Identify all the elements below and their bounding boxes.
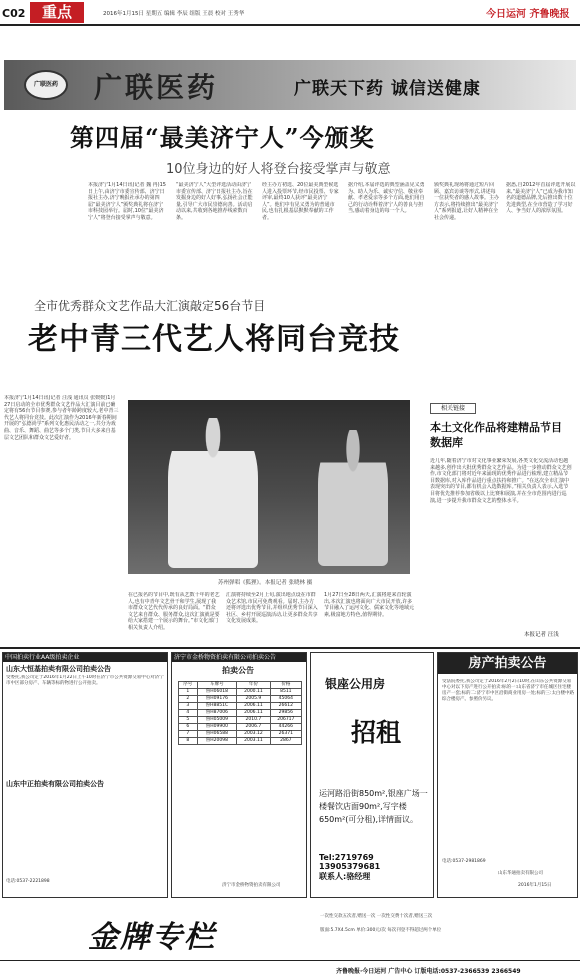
property-auction-ad	[437, 652, 578, 898]
photo-caption: 苏州弹唱《狐狸》。本报记者 张晓林 摄	[218, 580, 313, 586]
ad-mid-title: 拍卖公告	[222, 666, 254, 675]
table-cell: 2006.11	[237, 703, 271, 710]
article2-column: 本报济宁1月14日讯(记者 汪浅 通讯员 张媛媛)1月27日启动的全市优秀群众文艺作品大汇演目前已确定将有56台节目参赛,参与者年龄跨度较大,老中青三代艺人将同台竞技。此次汇演作为2016年新春期间开展的“弘德尚学”系列文化惠民活动之一,共分为戏曲、音乐、舞蹈、曲艺等多个门类,节目大多来自基层文艺团队和群众文艺爱好者。	[4, 395, 119, 441]
table-row	[179, 738, 302, 745]
article1-subhead: 10位身边的好人将登台接受掌声与敬意	[166, 162, 391, 177]
ad-left-phone: 电话:0537-2221898	[6, 879, 50, 884]
article2-headline: 老中青三代艺人将同台竞技	[28, 322, 400, 357]
ad-rates	[320, 902, 576, 958]
table-cell: 鲁H20098	[197, 738, 237, 745]
table-cell: 5	[179, 717, 198, 724]
table-cell: 鲁H09900	[197, 724, 237, 731]
rates-line-1: 一次性交款五次者,赠送一次 一次性交费十次者,赠送三次	[320, 914, 433, 919]
ads-divider	[0, 647, 580, 649]
banner-title: 广联医药	[94, 71, 219, 104]
table-cell: 4	[179, 710, 198, 717]
table-cell: 26612	[270, 703, 301, 710]
table-row	[179, 717, 302, 724]
auction-ad-middle	[171, 652, 307, 898]
table-cell: 鲁H06018	[197, 689, 237, 696]
rent-headline: 招租	[351, 718, 402, 747]
table-cell: 44266	[270, 724, 301, 731]
auction-company: 山东华通拍卖有限公司	[498, 871, 543, 876]
article1-column: 颁奖典礼现场将通过短片回顾、嘉宾访谈等形式,讲述每一位获奖者的感人故事。主办方表示,将持续推出“最美济宁人”系列报道,让好人精神在全社会传递。	[434, 182, 500, 221]
article1-column: 经主办方初选、20位最美典型候选人进入投票环节,经市民投票、专家评审,最终10人获评“最美济宁人”。他们中有见义勇为的普通市民,也有扎根基层默默奉献的工作者。	[262, 182, 339, 221]
article1-column: 据悉,自2012年首届评选开展以来,“最美济宁人”已成为我市知名的道德品牌,先后推出数十位先进典型,在全市营造了学习好人、争当好人的浓厚氛围。	[506, 182, 576, 215]
table-cell: 45064	[270, 696, 301, 703]
ad-left-title: 山东大恒基拍卖有限公司拍卖公告	[6, 665, 111, 673]
ad-left-body: 受委托,我公司定于2016年1月22日上午10时在济宁市公共资源交易中心对济宁市中区部分房产、车辆等标的物进行公开拍卖。	[6, 675, 164, 686]
footer-text: 齐鲁晚报·今日运河 广告中心 订版电话:0537-2366539 2366549	[336, 968, 521, 975]
ad-mid-footer: 济宁市金桥物资拍卖有限公司	[222, 883, 281, 888]
related-link-tag: 相关链接	[430, 403, 476, 414]
table-cell: 2006.11	[237, 710, 271, 717]
table-cell: 26371	[270, 731, 301, 738]
sidebar-title: 本土文化作品将建精品节目数据库	[430, 421, 562, 449]
page-number: C02	[2, 7, 26, 20]
rates-line-2: 版面:5.7X4.5cm 单价:300元/次 每次刊登不得超过两个单位	[320, 928, 442, 933]
article2-column: 在已报名的节目中,既有从艺数十年的老艺人,也有中青年文艺骨干和学生,展现了我市群众文艺代代传承的良好局面。“群众文艺来自群众、服务群众,这次汇演就是要给大家搭建一个展示的舞台。”市文化部门相关负责人介绍。	[128, 592, 220, 631]
table-cell: 2005.9	[237, 696, 271, 703]
table-cell: 鲁H09176	[197, 696, 237, 703]
table-cell: 6	[179, 724, 198, 731]
rent-title: 银座公用房	[325, 677, 386, 691]
ad-left-second-title: 山东中正拍卖有限公司拍卖公告	[6, 780, 104, 788]
table-row	[179, 703, 302, 710]
sidebar-body: 近几年,随着济宁市对文化事业繁荣发展,各类文化交流活动也越来越多,创作出大批优秀群众文艺作品。为进一步推动群众文艺创作,市文化部门将对近年来涌现的优秀作品进行梳理,建立精品节目数据库,对入库作品进行重点扶持和推广。“在这次全市汇演中表现突出的节目,都有机会入选数据库。”相关负责人表示,入选节目将优先推荐参加省级以上比赛和展演,并在全市范围内进行巡演,进一步提升我市群众文艺的整体水平。	[430, 458, 572, 504]
table-cell: 1	[179, 689, 198, 696]
table-row	[179, 724, 302, 731]
table-cell: 车牌号	[197, 682, 237, 689]
table-row	[179, 710, 302, 717]
rental-ad	[310, 652, 434, 898]
table-cell: 鲁H87006	[197, 710, 237, 717]
table-cell: 鲁H8851C	[197, 703, 237, 710]
article2-column: 汇演将持续至2月上旬,演出地点设在市群众艺术馆,市民可免费观看。届时,主办方还将评选出优秀节目,并组织优秀节目深入社区、乡村开展巡演活动,让更多群众共享文化发展成果。	[226, 592, 318, 625]
table-cell: 7	[179, 731, 198, 738]
table-cell: 3	[179, 703, 198, 710]
table-cell: 2	[179, 696, 198, 703]
auction-ad-left	[2, 652, 168, 898]
table-cell: 序号	[179, 682, 198, 689]
header-date-line: 2016年1月15日 星期五 编辑 李辰 组版 王晨 校对 王秀华	[103, 11, 245, 17]
table-row	[179, 689, 302, 696]
article1-column: 据介绍,本届评选的典型涵盖见义勇为、助人为乐、诚实守信、敬业奉献、孝老爱亲等多个方面,他们用自己的行动诠释着济宁人的善良与担当,感动着身边的每一个人。	[348, 182, 425, 215]
table-cell: 2010.7	[237, 717, 271, 724]
auction-body: 受法院委托,我公司定于2016年2月2日10时,在山东公共资源交易中心对以下房产进行公开拍卖:标的一:山东省济宁市任城区住宅楼房产一套;标的二:济宁市中区沿街商业用房一处;标的三:太白楼中路综合楼房产。参照价另议。	[442, 679, 575, 702]
table-cell: 2867	[270, 738, 301, 745]
performer-woman-figure	[318, 430, 388, 566]
table-cell: 年份	[237, 682, 271, 689]
performance-photo	[128, 400, 410, 574]
sponsor-banner	[4, 60, 576, 110]
table-cell: 2006.7	[237, 724, 271, 731]
page-footer	[0, 960, 580, 980]
table-row	[179, 696, 302, 703]
table-cell: 鲁H06588	[197, 731, 237, 738]
article2-kicker: 全市优秀群众文艺作品大汇演敲定56台节目	[34, 299, 266, 313]
table-cell: 29856	[270, 710, 301, 717]
paper-logo: 今日运河 齐鲁晚报	[486, 9, 570, 20]
sidebar-byline: 本报记者 汪浅	[524, 632, 559, 638]
brand-logo: 广联医药	[24, 70, 68, 100]
rent-body: 运河路沿街850m²,银座广场一楼餐饮店面90m²,写字楼650m²(可分租),详情面议。	[319, 789, 428, 824]
article1-column: 本报济宁1月14日讯(记者 魏 冉)15日上午,由济宁市委宣传部、济宁日报社主办,济宁晚报社承办的第四届“最美济宁人”颁奖典礼将在济宁市科技园举行。届时,10位“最美济宁人”将登台接受掌声与敬意。	[88, 182, 166, 221]
article2-column: 1月27日至28日两天,汇演将迎来首轮演出,本次汇演也将面向广大市民开放,许多节目融入了运河文化、儒家文化等地域元素,极富地方特色,值得期待。	[324, 592, 415, 618]
performer-man-figure	[168, 418, 258, 568]
ad-left-header: 中国拍卖行业AA级拍卖企业	[3, 653, 167, 662]
table-cell: 价格	[270, 682, 301, 689]
table-cell: 鲁H05009	[197, 717, 237, 724]
table-cell: 8511	[270, 689, 301, 696]
vehicle-table	[178, 681, 302, 745]
table-cell: 206717	[270, 717, 301, 724]
page-header	[0, 0, 580, 26]
rent-phone: Tel:2719769 13905379681	[319, 853, 381, 871]
section-label: 重点	[30, 2, 84, 23]
table-row	[179, 731, 302, 738]
auction-phone: 电话:0537-2981869	[442, 859, 486, 864]
rent-contact: 联系人:骆经理	[319, 872, 371, 881]
table-cell: 8	[179, 738, 198, 745]
table-cell: 2003.11	[237, 738, 271, 745]
banner-slogan: 广联天下药 诚信送健康	[294, 79, 481, 99]
gold-column-box	[4, 902, 304, 962]
gold-column-title: 金牌专栏	[88, 920, 216, 955]
article1-headline: 第四届“最美济宁人”今颁奖	[70, 123, 375, 152]
table-cell: 2003.12	[237, 731, 271, 738]
auction-date: 2016年1月15日	[518, 883, 552, 888]
auction-title: 房产拍卖公告	[438, 653, 577, 674]
table-header-row	[179, 682, 302, 689]
article1-column: “最美济宁人”大型评选活动由济宁市委宣传部、济宁日报社主办,旨在发掘身边的好人好事,弘扬社会正能量,引导广大市民崇德向善。活动启动以来,共收到各地推荐线索数百条。	[176, 182, 253, 221]
ad-mid-header: 济宁市金桥物资拍卖有限公司拍卖公告	[172, 653, 306, 662]
table-cell: 2000.11	[237, 689, 271, 696]
